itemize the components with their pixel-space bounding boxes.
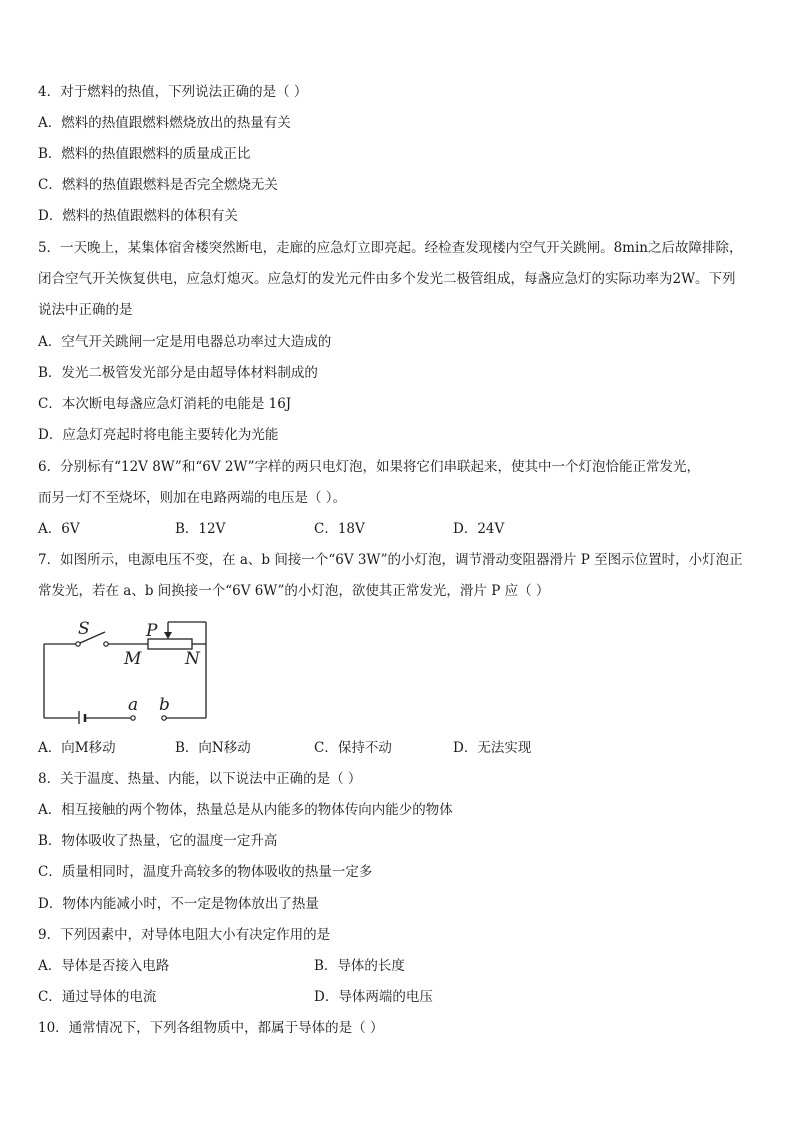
q5-stem-line2: 闭合空气开关恢复供电，应急灯熄灭。应急灯的发光元件由多个发光二极管组成，每盏应急灯的实际功率为2W。下列 xyxy=(38,271,736,287)
q6-option-d: D．24V xyxy=(453,521,505,537)
q8-option-b: B．物体吸收了热量，它的温度一定升高 xyxy=(38,833,278,849)
circuit-diagram xyxy=(38,612,218,724)
q6-option-b: B．12V xyxy=(175,521,226,537)
q6-stem-line1: 6．分别标有“12V 8W”和“6V 2W”字样的两只电灯泡，如果将它们串联起来，使其中一个灯泡恰能正常发光， xyxy=(38,459,700,475)
q8-stem: 8．关于温度、热量、内能，以下说法中正确的是（ ） xyxy=(38,771,362,787)
q5-option-a: A．空气开关跳闸一定是用电器总功率过大造成的 xyxy=(38,334,332,350)
battery xyxy=(79,711,85,724)
q4-option-b: B．燃料的热值跟燃料的质量成正比 xyxy=(38,146,251,162)
q5-option-d: D．应急灯亮起时将电能主要转化为光能 xyxy=(38,427,279,443)
q6-option-c: C．18V xyxy=(314,521,365,537)
q9-option-b: B．导体的长度 xyxy=(314,958,405,974)
q4-option-c: C．燃料的热值跟燃料是否完全燃烧无关 xyxy=(38,177,278,193)
q4-option-a: A．燃料的热值跟燃料燃烧放出的热量有关 xyxy=(38,115,291,131)
q9-stem: 9．下列因素中，对导体电阻大小有决定作用的是 xyxy=(38,927,331,943)
q9-option-c: C．通过导体的电流 xyxy=(38,989,157,1005)
q7-option-a: A．向M移动 xyxy=(38,740,116,756)
q8-option-c: C．质量相同时，温度升高较多的物体吸收的热量一定多 xyxy=(38,864,373,880)
q5-option-c: C．本次断电每盏应急灯消耗的电能是 16J xyxy=(38,396,292,412)
q9-option-a: A．导体是否接入电路 xyxy=(38,958,170,974)
label-m: M xyxy=(124,649,142,669)
q6-option-a: A．6V xyxy=(38,521,80,537)
q5-stem-line1: 5．一天晚上，某集体宿舍楼突然断电，走廊的应急灯立即亮起。经检查发现楼内空气开关跳闸。8min之后故障排除， xyxy=(38,240,743,256)
label-p: P xyxy=(146,621,158,641)
label-b: b xyxy=(159,695,170,715)
q9-option-d: D．导体两端的电压 xyxy=(314,989,433,1005)
q6-stem-line2: 而另一灯不至烧坏，则加在电路两端的电压是（ ）。 xyxy=(38,490,347,506)
label-a: a xyxy=(128,695,139,715)
q7-stem-line1: 7．如图所示，电源电压不变，在 a、b 间接一个“6V 3W”的小灯泡，调节滑动变阻器滑片 P 至图示位置时，小灯泡正 xyxy=(38,552,743,568)
q7-option-d: D．无法实现 xyxy=(453,740,532,756)
terminal-b xyxy=(162,716,166,720)
slider-p xyxy=(164,622,206,639)
q7-option-c: C．保持不动 xyxy=(314,740,392,756)
q10-stem: 10．通常情况下，下列各组物质中，都属于导体的是（ ） xyxy=(38,1020,384,1036)
label-s: S xyxy=(78,619,90,639)
q7-stem-line2: 常发光，若在 a、b 间换接一个“6V 6W”的小灯泡，欲使其正常发光，滑片 P 应（ ） xyxy=(38,583,550,599)
label-n: N xyxy=(185,649,200,669)
q5-option-b: B．发光二极管发光部分是由超导体材料制成的 xyxy=(38,365,318,381)
q7-option-b: B．向N移动 xyxy=(175,740,251,756)
q8-option-a: A．相互接触的两个物体，热量总是从内能多的物体传向内能少的物体 xyxy=(38,802,453,818)
q5-stem-line3: 说法中正确的是 xyxy=(38,302,133,318)
q4-stem: 4．对于燃料的热值，下列说法正确的是（ ） xyxy=(38,84,308,100)
terminal-a xyxy=(131,716,135,720)
q8-option-d: D．物体内能减小时，不一定是物体放出了热量 xyxy=(38,896,319,912)
q4-option-d: D．燃料的热值跟燃料的体积有关 xyxy=(38,208,238,224)
